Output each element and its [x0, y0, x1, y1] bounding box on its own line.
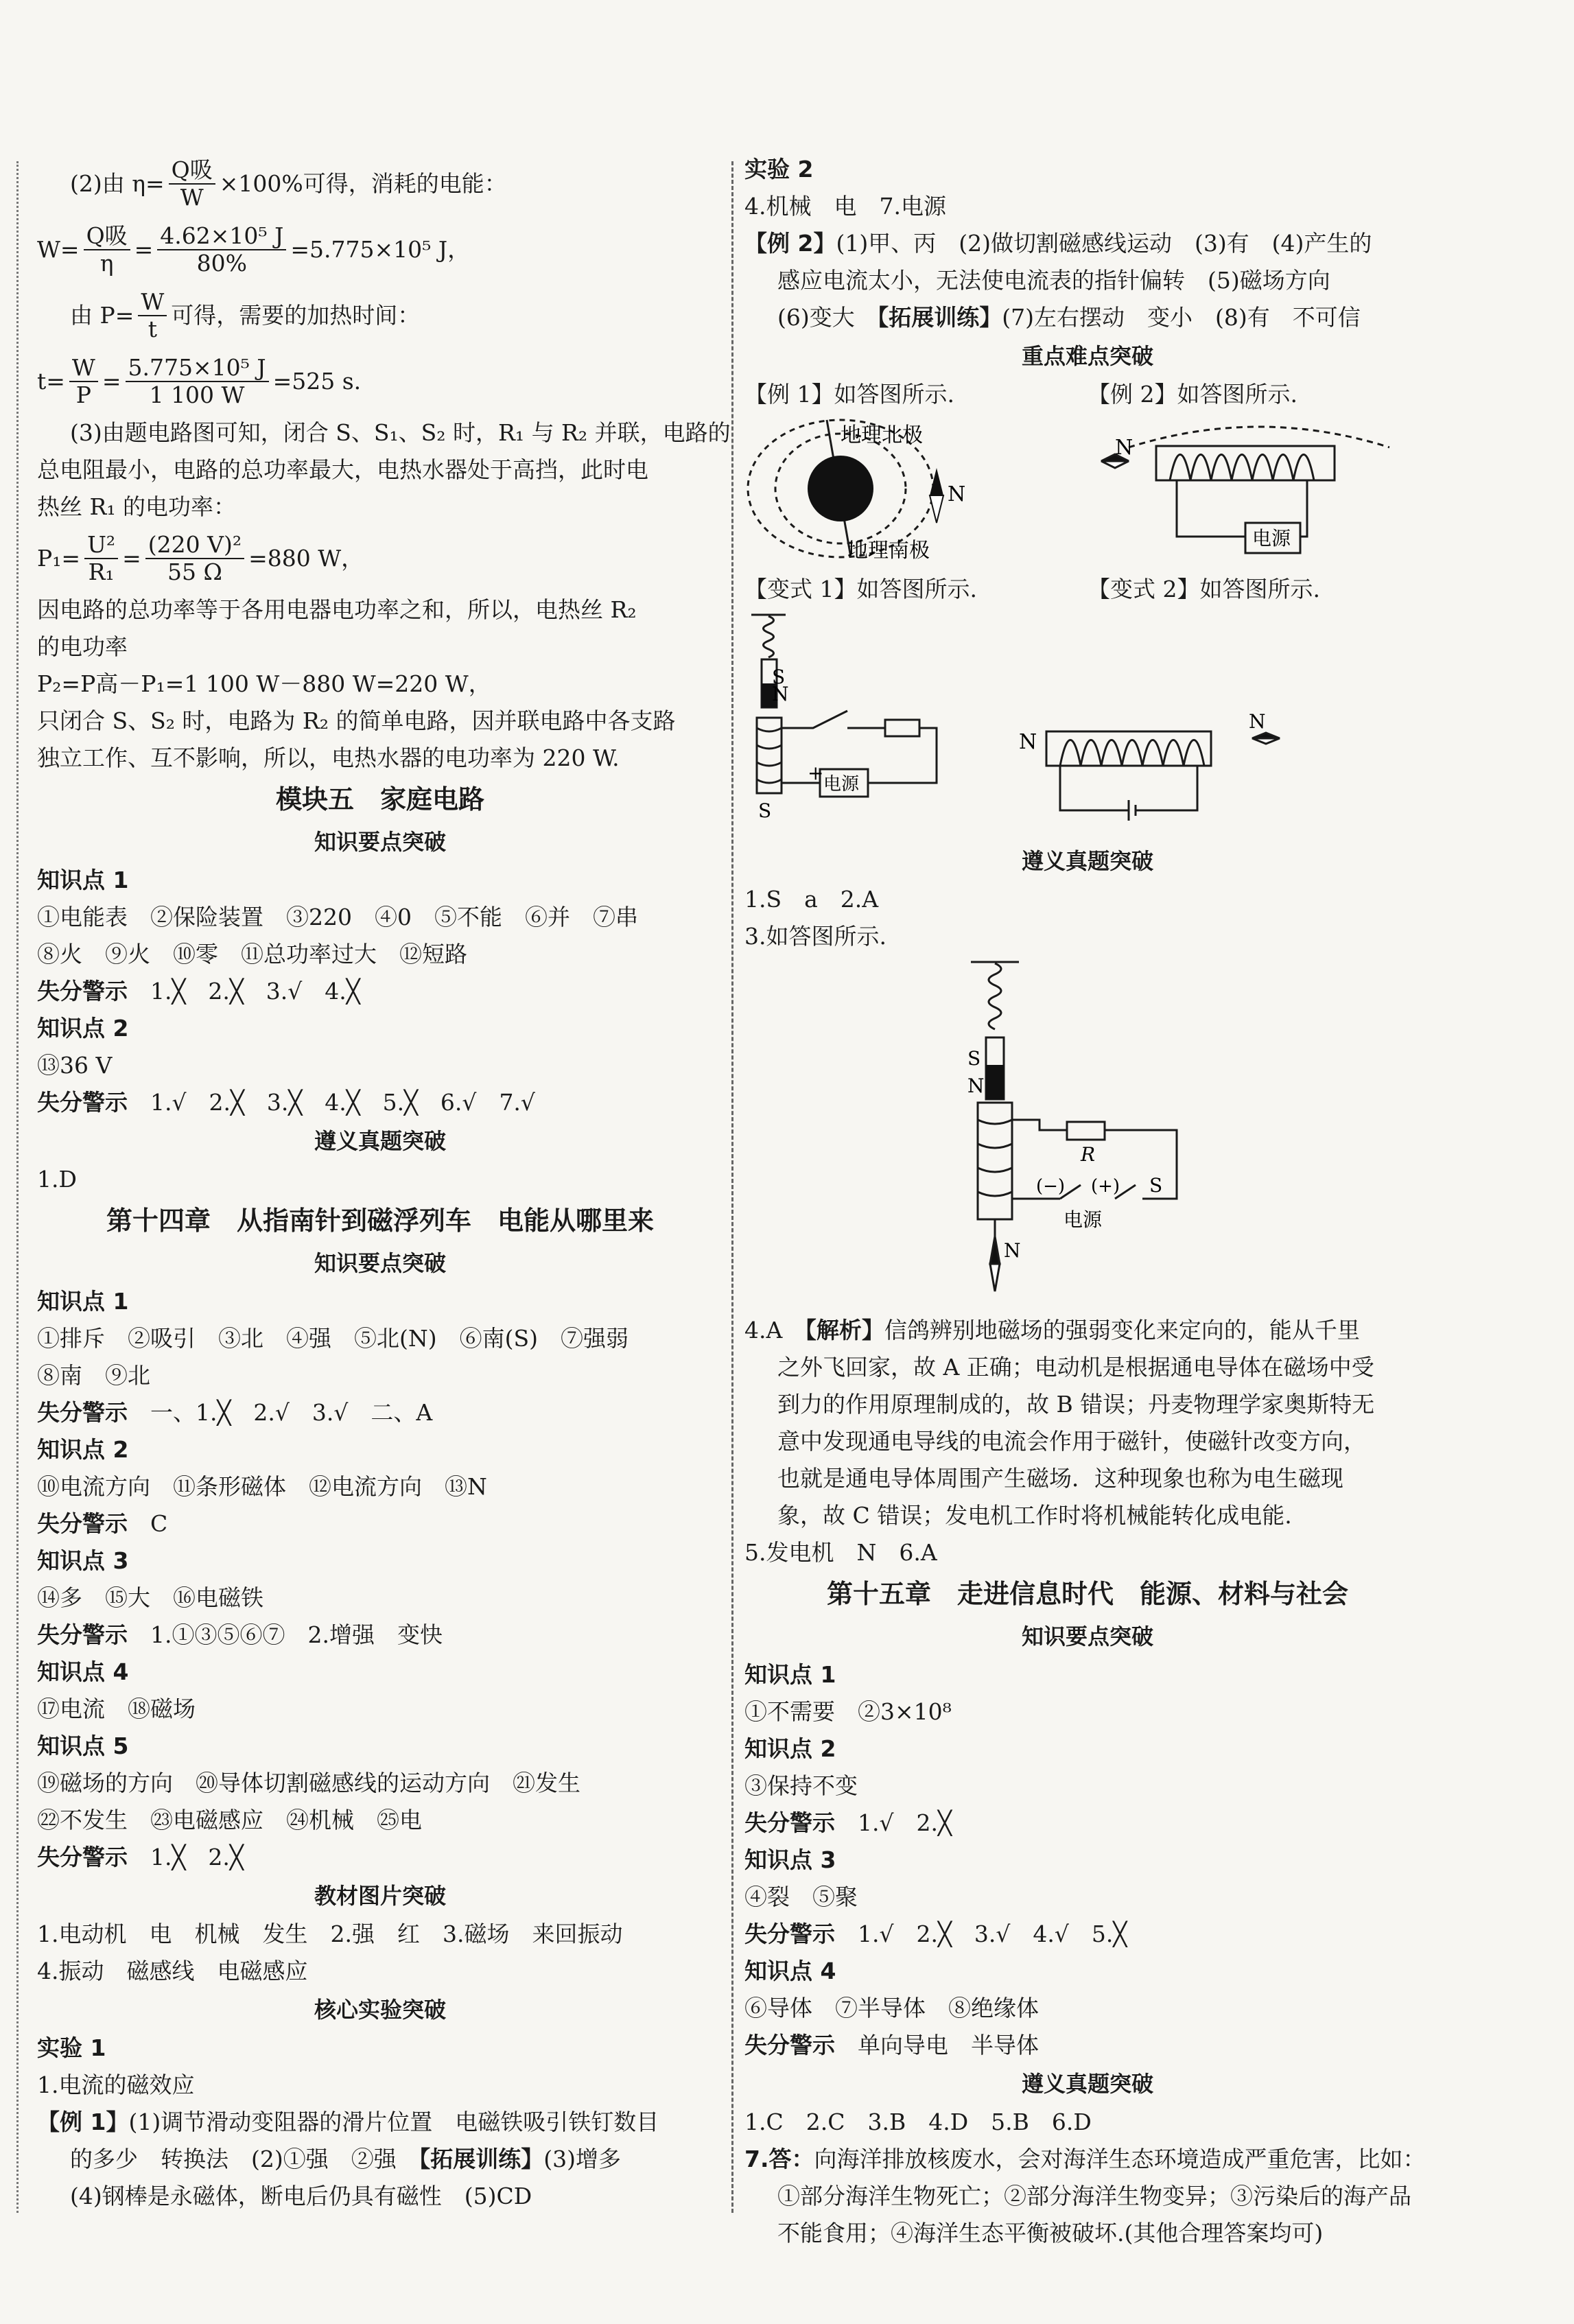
denominator: W [180, 184, 204, 211]
left-column [37, 151, 731, 2215]
answer-line: ①不需要 ②3×10⁸ [744, 1698, 952, 1725]
left-margin-rule [16, 161, 19, 2213]
experiment-heading: 实验 2 [744, 156, 814, 183]
caption-variant-1: 【变式 1】如答图所示. [744, 576, 977, 602]
point-heading: 知识点 5 [37, 1733, 129, 1759]
text: (6)变大 [777, 304, 878, 331]
caption-variant-2: 【变式 2】如答图所示. [1088, 576, 1320, 602]
text: 可得，需要的加热时间： [171, 302, 421, 329]
answer-line: 不能食用；④海洋生态平衡被破坏.(其他合理答案均可) [777, 2220, 1324, 2246]
text: 由 P= [70, 302, 134, 329]
warning-answers: 1.╳ 2.╳ [150, 1844, 244, 1870]
point-heading: 知识点 1 [37, 867, 129, 893]
point-heading: 知识点 2 [37, 1015, 129, 1042]
caption-example-1: 【例 1】如答图所示. [744, 381, 954, 408]
fraction [69, 355, 98, 408]
warning-line [744, 1916, 1431, 1953]
text: =5.775×10⁵ J， [290, 236, 471, 263]
warning-answers: 1.√ 2.╳ 3.╳ 4.╳ 5.╳ 6.√ 7.√ [150, 1089, 535, 1116]
section-title: 知识要点突破 [1021, 1623, 1153, 1650]
example-line [37, 2141, 723, 2178]
caption-row [744, 376, 1431, 413]
figure-q3 [744, 955, 1431, 1312]
example-line [37, 2104, 723, 2141]
warning-line [744, 1805, 1431, 1842]
section-title: 核心实验突破 [314, 1997, 446, 2023]
answer-line: ⑰电流 ⑱磁场 [37, 1695, 196, 1722]
answer-line: 4.振动 磁感线 电磁感应 [37, 1958, 308, 1984]
answer-line: 1.C 2.C 3.B 4.D 5.B 6.D [744, 2109, 1092, 2135]
earth-south-label: 地理南极 [847, 539, 930, 563]
denominator: t [148, 316, 157, 342]
eq-time [37, 349, 723, 414]
coil-needle-N-label: N [1115, 436, 1133, 460]
variant-figures [744, 608, 1431, 841]
warning-line [37, 1617, 723, 1654]
answer-line: ㉒不发生 ㉓电磁感应 ㉔机械 ㉕电 [37, 1807, 422, 1833]
section-title: 知识要点突破 [314, 1250, 446, 1276]
chapter-title: 第十五章 走进信息时代 能源、材料与社会 [826, 1579, 1348, 1609]
column-divider [731, 161, 733, 2213]
warning-label: 失分警示 [744, 1809, 835, 1836]
section-title: 遵义真题突破 [1021, 848, 1153, 874]
text: = [122, 545, 141, 572]
compass-needle-icon [930, 468, 943, 495]
text-line: P₂=P高－P₁=1 100 W－880 W=220 W， [37, 670, 491, 697]
numerator: W [69, 355, 98, 382]
coil-diagram [1101, 427, 1389, 553]
extension-tag: 【拓展训练】 [877, 304, 1002, 331]
answer-line: ⑬36 V [37, 1052, 113, 1079]
answer-line: ⑧火 ⑨火 ⑩零 ⑪总功率过大 ⑫短路 [37, 941, 467, 967]
analysis-line: 象，故 C 错误；发电机工作时将机械能转化成电能. [777, 1502, 1292, 1529]
earth-globe [808, 456, 873, 521]
warning-label: 失分警示 [744, 1921, 835, 1947]
point-heading: 知识点 2 [744, 1735, 836, 1762]
source-label: 电源 [1252, 527, 1291, 550]
variant2-circuit [1046, 731, 1280, 821]
numerator: U² [84, 532, 118, 559]
warning-line [37, 1505, 723, 1542]
magnet-S-label: S [967, 1047, 981, 1070]
text: 向海洋排放核废水，会对海洋生态环境造成严重危害，比如： [814, 2146, 1426, 2172]
warning-label: 失分警示 [37, 978, 128, 1005]
warning-answers: C [150, 1510, 168, 1537]
warning-answers: 单向导电 半导体 [858, 2032, 1039, 2058]
chapter-title: 第十四章 从指南针到磁浮列车 电能从哪里来 [106, 1206, 654, 1236]
plus-sign: + [808, 762, 824, 784]
warning-label: 失分警示 [37, 1399, 128, 1426]
answer-line: 3.如答图所示. [744, 923, 886, 950]
variant1-circuit [751, 615, 937, 797]
minus-terminal-label: (−) [1036, 1176, 1066, 1197]
answer-tag: 7.答： [744, 2146, 814, 2172]
fraction [126, 355, 269, 408]
text: (7)左右摆动 变小 (8)有 不可信 [1002, 304, 1361, 331]
variant2-needle-N-label: N [1249, 710, 1266, 733]
answer-line: ④裂 ⑤聚 [744, 1883, 858, 1910]
fraction [145, 532, 244, 585]
eq-power-def [37, 283, 723, 349]
caption-row [744, 571, 1431, 608]
caption-example-2: 【例 2】如答图所示. [1088, 381, 1297, 408]
text: =880 W， [248, 545, 364, 572]
warning-label: 失分警示 [37, 1089, 128, 1116]
answer-line [744, 2141, 1431, 2178]
warning-line [37, 973, 723, 1010]
variant2-coil-N-label: N [1019, 730, 1037, 754]
denominator: P [75, 382, 91, 408]
section-title: 知识要点突破 [314, 829, 446, 855]
warning-label: 失分警示 [37, 1621, 128, 1648]
text: W= [37, 236, 80, 263]
extension-tag: 【拓展训练】 [419, 2146, 544, 2172]
analysis-line: 意中发现通电导线的电流会作用于磁针，使磁针改变方向， [777, 1428, 1366, 1455]
experiment-heading: 实验 1 [37, 2034, 106, 2061]
answer-line: ③保持不变 [744, 1772, 858, 1799]
fraction [169, 157, 215, 211]
switch-label: S [1149, 1174, 1163, 1197]
numerator: (220 V)² [145, 532, 244, 559]
denominator: 1 100 W [149, 382, 245, 408]
example-line [744, 299, 1431, 336]
example-line: (4)钢棒是永磁体，断电后仍具有磁性 (5)CD [70, 2183, 532, 2209]
text: (1)调节滑动变阻器的滑片位置 电磁铁吸引铁钉数目 [128, 2109, 659, 2135]
answer-line: 5.发电机 N 6.A [744, 1539, 937, 1566]
analysis-line: 到力的作用原理制成的，故 B 错误；丹麦物理学家奥斯特无 [777, 1391, 1375, 1418]
example-line [744, 225, 1431, 262]
text-line: 因电路的总功率等于各用电器电功率之和，所以，电热丝 R₂ [37, 596, 637, 623]
point-heading: 知识点 3 [37, 1547, 129, 1574]
answer-line: 4.机械 电 7.电源 [744, 193, 946, 220]
warning-answers: 1.╳ 2.╳ 3.√ 4.╳ [150, 978, 360, 1005]
right-column [744, 151, 1431, 2252]
point-heading: 知识点 4 [744, 1958, 836, 1984]
answer-line: ①电能表 ②保险装置 ③220 ④0 ⑤不能 ⑥并 ⑦串 [37, 904, 638, 930]
analysis-tag: 【解析】 [805, 1317, 884, 1343]
source-label: 电源 [1064, 1208, 1103, 1231]
text: (2)由 η= [70, 170, 165, 197]
text: = [102, 368, 121, 395]
denominator: 80% [196, 250, 248, 277]
warning-answers: 1.√ 2.╳ 3.√ 4.√ 5.╳ [858, 1921, 1127, 1947]
eq-efficiency [37, 151, 723, 217]
answer-line: ⑲磁场的方向 ⑳导体切割磁感线的运动方向 ㉑发生 [37, 1770, 580, 1796]
text-line: 独立工作、互不影响，所以，电热水器的电功率为 220 W. [37, 744, 620, 771]
figure-row-1 [744, 413, 1431, 571]
section-title: 重点难点突破 [1021, 343, 1153, 369]
answer-line: ①部分海洋生物死亡；②部分海洋生物变异；③污染后的海产品 [777, 2183, 1411, 2209]
text: 信鸽辨别地磁场的强弱变化来定向的，能从千里 [884, 1317, 1360, 1343]
source-label: 电源 [823, 774, 860, 795]
needle-N-label: N [948, 482, 966, 506]
text: (3)增多 [543, 2146, 621, 2172]
magnet-N-label: N [772, 683, 789, 705]
warning-answers: 1.√ 2.╳ [858, 1809, 952, 1836]
needle-N-label: N [1004, 1239, 1021, 1262]
denominator: R₁ [88, 559, 115, 585]
warning-line [37, 1084, 723, 1121]
denominator: 55 Ω [167, 559, 222, 585]
warning-answers: 一、1.╳ 2.√ 3.√ 二、A [150, 1399, 433, 1426]
text-line: 热丝 R₁ 的电功率： [37, 493, 237, 520]
plus-terminal-label: (+) [1091, 1176, 1120, 1197]
numerator: W [138, 289, 167, 316]
answer-line: 1.电流的磁效应 [37, 2071, 195, 2098]
warning-label: 失分警示 [744, 2032, 835, 2058]
answer-line: 1.S a 2.A [744, 886, 879, 913]
example-tag: 【例 2】 [744, 230, 836, 257]
denominator: η [99, 250, 114, 277]
fraction [84, 223, 130, 277]
section-title: 教材图片突破 [314, 1883, 446, 1909]
answer-line: ⑧南 ⑨北 [37, 1362, 150, 1389]
answer-line: ⑩电流方向 ⑪条形磁体 ⑫电流方向 ⑬N [37, 1473, 487, 1500]
numerator: 5.775×10⁵ J [126, 355, 269, 382]
analysis-line [744, 1312, 1431, 1349]
q3-circuit-figure [744, 955, 1431, 1312]
point-heading: 知识点 1 [37, 1288, 129, 1315]
text-line: 总电阻最小，电路的总功率最大，电热水器处于高挡，此时电 [37, 456, 648, 483]
text-line: 只闭合 S、S₂ 时，电路为 R₂ 的简单电路，因并联电路中各支路 [37, 707, 676, 734]
fraction [138, 289, 167, 342]
text: 的多少 转换法 (2)①强 ②强 [70, 2146, 419, 2172]
section-title: 遵义真题突破 [314, 1128, 446, 1154]
text: ×100%可得，消耗的电能： [219, 170, 507, 197]
coil-S-label: S [758, 799, 772, 822]
example-line: 感应电流太小，无法使电流表的指针偏转 (5)磁场方向 [777, 267, 1330, 294]
warning-line [744, 2027, 1431, 2064]
eq-p1 [37, 526, 723, 591]
magnet-N-label: N [967, 1075, 985, 1097]
magnet-N-half [986, 1065, 1004, 1099]
fraction [84, 532, 118, 585]
eq-energy [37, 217, 723, 283]
answer-line: 1.D [37, 1166, 77, 1193]
earth-north-label: 地理北极 [841, 423, 923, 447]
text: = [134, 236, 154, 263]
point-heading: 知识点 1 [744, 1661, 836, 1688]
earth-field-figure [744, 413, 1431, 571]
analysis-line: 也就是通电导体周围产生磁场．这种现象也称为电生磁现 [777, 1465, 1343, 1492]
analysis-line: 之外飞回家，故 A 正确；电动机是根据通电导体在磁场中受 [777, 1354, 1374, 1381]
warning-line [37, 1394, 723, 1431]
numerator: Q吸 [169, 157, 215, 185]
point-heading: 知识点 4 [37, 1658, 129, 1685]
text: =525 s. [272, 368, 362, 395]
text-line: 的电功率 [37, 633, 128, 660]
resistor-label: R [1081, 1143, 1096, 1166]
section-title: 遵义真题突破 [1021, 2071, 1153, 2097]
fraction [157, 223, 286, 277]
text: (1)甲、丙 (2)做切割磁感线运动 (3)有 (4)产生的 [836, 230, 1372, 257]
point-heading: 知识点 2 [37, 1436, 129, 1463]
text-line: (3)由题电路图可知，闭合 S、S₁、S₂ 时，R₁ 与 R₂ 并联，电路的 [70, 419, 731, 446]
figure-row-2 [744, 608, 1431, 841]
answer-line: ⑥导体 ⑦半导体 ⑧绝缘体 [744, 1995, 1039, 2021]
magnet-S-label: S [772, 666, 786, 688]
module-title: 模块五 家庭电路 [275, 784, 484, 814]
example-tag: 【例 1】 [37, 2109, 129, 2135]
warning-label: 失分警示 [37, 1844, 128, 1870]
warning-line [37, 1839, 723, 1876]
warning-label: 失分警示 [37, 1510, 128, 1537]
numerator: 4.62×10⁵ J [157, 223, 286, 250]
text: t= [37, 368, 65, 395]
answer-line: ⑭多 ⑮大 ⑯电磁铁 [37, 1584, 263, 1611]
point-heading: 知识点 3 [744, 1846, 836, 1873]
text: P₁= [37, 545, 81, 572]
warning-answers: 1.①③⑤⑥⑦ 2.增强 变快 [150, 1621, 443, 1648]
text: 4.A [744, 1317, 783, 1343]
numerator: Q吸 [84, 223, 130, 250]
answer-line: ①排斥 ②吸引 ③北 ④强 ⑤北(N) ⑥南(S) ⑦强弱 [37, 1325, 629, 1352]
answer-line: 1.电动机 电 机械 发生 2.强 红 3.磁场 来回振动 [37, 1921, 623, 1947]
